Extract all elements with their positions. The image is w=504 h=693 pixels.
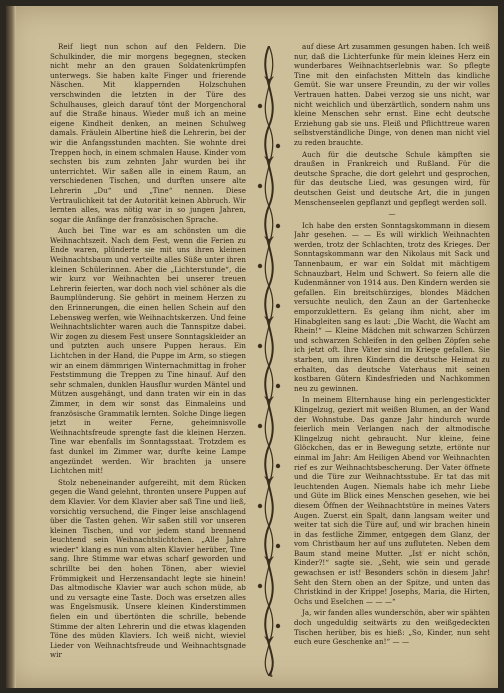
right-text-column [294,42,490,674]
paragraph: Auch bei Tine war es am schönsten um die Weihnachtszeit. Nach dem Fest, wenn die Ferien zu Ende waren, plünderte sie mit uns ihren kleinen Weihnachtsbaum und verteilte alles Süße unter ihren kleinen Schülerinnen. Aber die „Lichterstunde“, die wir kurz vor Weihnachten bei unserer treuen Lehrerin feierten, war doch noch viel schöner als die Baumplünderung. Sie gehört in meinem Herzen zu den Erinnerungen, die einen hellen Schein auf den Lebensweg werfen, wie Weihnachtskerzen. Und feine Weihnachtslichter waren auch die Tannspitze dabei. Wir zogen zu diesem Fest unsere Sonntagskleider an und putzten auch unsere Puppen heraus. Ein Lichtchen in der Hand, die Puppe im Arm, so stiegen wir an einem dämmrigen Winternachmittag in froher Feststimmung die Treppen zu Tine hinauf. Auf den sehr schmalen, dunklen Hausflur wurden Mäntel und Mützen ausgehängt, und dann traten wir ein in das Zimmer, in dem wir sonst das Einmaleins und französische Grammatik lernten. Solche Dinge liegen jetzt in weiter Ferne, geheimnisvolle Weihnachtsfreude sprengte fast die kleinen Herzen. Tine war ebenfalls im Sonntagsstaat. Trotzdem es fast dunkel im Zimmer war, durfte keine Lampe angezündet werden. Wir brachten ja unsere Lichtchen mit! [50,226,246,476]
book-spine-shadow [6,6,16,688]
magazine-page [6,6,498,688]
paragraph: Ich habe den ersten Sonntagskommann in diesem Jahr gesehen. — — Es will wirklich Weihnachten werden, trotz der Schlachten, trotz des Krieges. Der Sonntagskommann war den Nikolaus mit Sack und Tannenbaum, er war ein Soldat mit mächtigem Schnauzbart, Helm und Schwert. So feiern alle die Kudenmänner von 1914 aus. Den Kindern werden sie gefallen. Ein breitschürziges, blondes Mädchen versuchte neulich, den Zaun an der Gartenhecke emporzuklettern. Es gelang ihm nicht, aber im Hinabgleiten sang es laut: „Die Wacht, die Wacht am Rhein!“ — Kleine Mädchen mit schwarzen Schürzen und schwarzen Schleifen in den gelben Zöpfen sehe ich jetzt oft. Ihre Väter sind im Kriege gefallen. Sie starben, um ihren Kindern die deutsche Heimat zu erhalten, das deutsche Vaterhaus mit seinen kostbaren Gütern Kindesfrieden und Nachkommen neu zu gewinnen. [294,220,490,393]
paragraph: Reif liegt nun schon auf den Feldern. Die Schulkinder, die mir morgens begegnen, stecken nicht mehr an den grauen Soldatenkrümpfen unterwegs. Sie haben kalte Finger und frierende Näschen. Mit klappernden Holzschuhen verschwinden die letzten in der Türe des Schulhauses, gleich darauf tönt der Morgenchoral auf die Straße hinaus. Wieder muß ich an meine eigene Kindheit denken, an meinen Schulweg damals. Fräulein Albertine hieß die Lehrerin, bei der wir die Anfangsstunden machten. Sie wohnte drei Treppen hoch, in einem schmalen Hause. Kinder vom sechsten bis zum zehnten Jahr wurden bei ihr unterrichtet. Wir saßen alle in einem Raum, an verschiedenen Tischen, und durften unsere alte Lehrerin „Du“ und „Tine“ nennen. Diese Vertraulichkeit tat der Autorität keinen Abbruch. Wir lernten alles, was nötig war in so jungen Jahren, sogar die Anfänge der französischen Sprache. [50,42,246,224]
paragraph: Ja, wir fanden alles wunderschön, aber wir spähten doch ungeduldig seitwärts zu den weißgedeckten Tischen herüber, bis es hieß: „So, Kinder, nun seht euch eure Geschenke an!“ — — [294,608,490,647]
page-number: 4 [268,670,274,679]
paragraph: In meinem Elternhause hing ein perlengestickter Klingelzug, geziert mit weißen Blumen, an der Wand der Wohnstube. Das ganze Jahr hindurch wurde feierlich mein Verlangen nach der altmodische Klingelzug nicht gebraucht. Nur kleine, feine Glöckchen, das er in Bewegung setzte, ertönte nur einmal im Jahr: Am Heiligen Abend vor Weihnachten rief es zur Weihnachtsbescherung. Der Vater öffnete und die Türe zur Weihnachtsstube. Er tat das mit leuchtenden Augen. Niemals habe ich mehr Liebe und Güte im Blick eines Menschen gesehen, wie bei diesem Öffnen der Weihnachtstüre in meines Vaters Augen. Zuerst ein Spalt, dann langsam weiter und weiter tat sich die Türe auf, und wir brachen hinein in das festliche Zimmer, entgegen dem Glanz, der vom Christbaum her auf uns zufluteten. Neben dem Baum stand meine Mutter. „Ist er nicht schön, Kinder?!“ sagte sie. „Seht, wie sein und gerade gewachsen er ist! Besonders schön in diesem Jahr! Seht den Stern oben an der Spitze, und unten das Christkind in der Krippe! Josephs, Maria, die Hirten, Ochs und Eselchen — — —“ [294,395,490,606]
paragraph: Auch für die deutsche Schule kämpften sie draußen in Frankreich und Rußland. Für die deutsche Sprache, die dort gelehrt und gesprochen, für das deutsche Lied, was gesungen wird, für deutschen Geist und deutsche Art, die in jungen Menschenseelen gepflanzt und gepflegt werden soll. [294,149,490,207]
paragraph: auf diese Art zusammen gesungen haben. Ich weiß nur, daß die Lichterfunke für mein kleines Herz ein wunderbares Weihnachtserlebnis war. So pflegte Tine mit den einfachsten Mitteln das kindliche Gemüt. Sie war unsere Freundin, zu der wir volles Vertrauen hatten. Dabei verzog sie uns nicht, war nicht weichlich und überzärtlich, sondern nahm uns kleine Menschen sehr ernst. Eine echt deutsche Erziehung gab sie uns. Fleiß und Pflichttreue waren selbstverständliche Dinge, von denen man nicht viel zu reden brauchte. [294,42,490,147]
paragraph: Stolz nebeneinander aufgereiht, mit dem Rücken gegen die Wand gelehnt, thronten unsere Puppen auf dem Klavier. Vor dem Klavier aber saß Tine und ließ, vorsichtig versuchend, die Finger leise anschlagend über die Tasten gehen. Wir saßen still vor unseren kleinen Tischen, und vor jedem stand brennend leuchtend sein Weihnachtslichtchen. „Alle Jahre wieder“ klang es nun vom alten Klavier herüber, Tine sang. Ihre Stimme war etwas scharf geworden und schrillte bei den hohen Tönen, aber wieviel Frömmigkeit und Herzensandacht legte sie hinein! Das altmodische Klavier war auch schon müde, ab und zu versagte eine Taste. Doch was ersetzen alles was Engelsmusik. Unsere kleinen Kinderstimmen fielen ein und übertönten die schrille, bebende Stimme der alten Lehrerin und die etwas klagenden Töne des müden Klaviers. Ich weiß nicht, wieviel Lieder von Weihnachtsfreude und Weihnachtsgnade wir [50,477,246,660]
section-divider: — [388,209,396,219]
left-text-column [50,42,246,674]
ornamental-border-vine [252,46,286,676]
